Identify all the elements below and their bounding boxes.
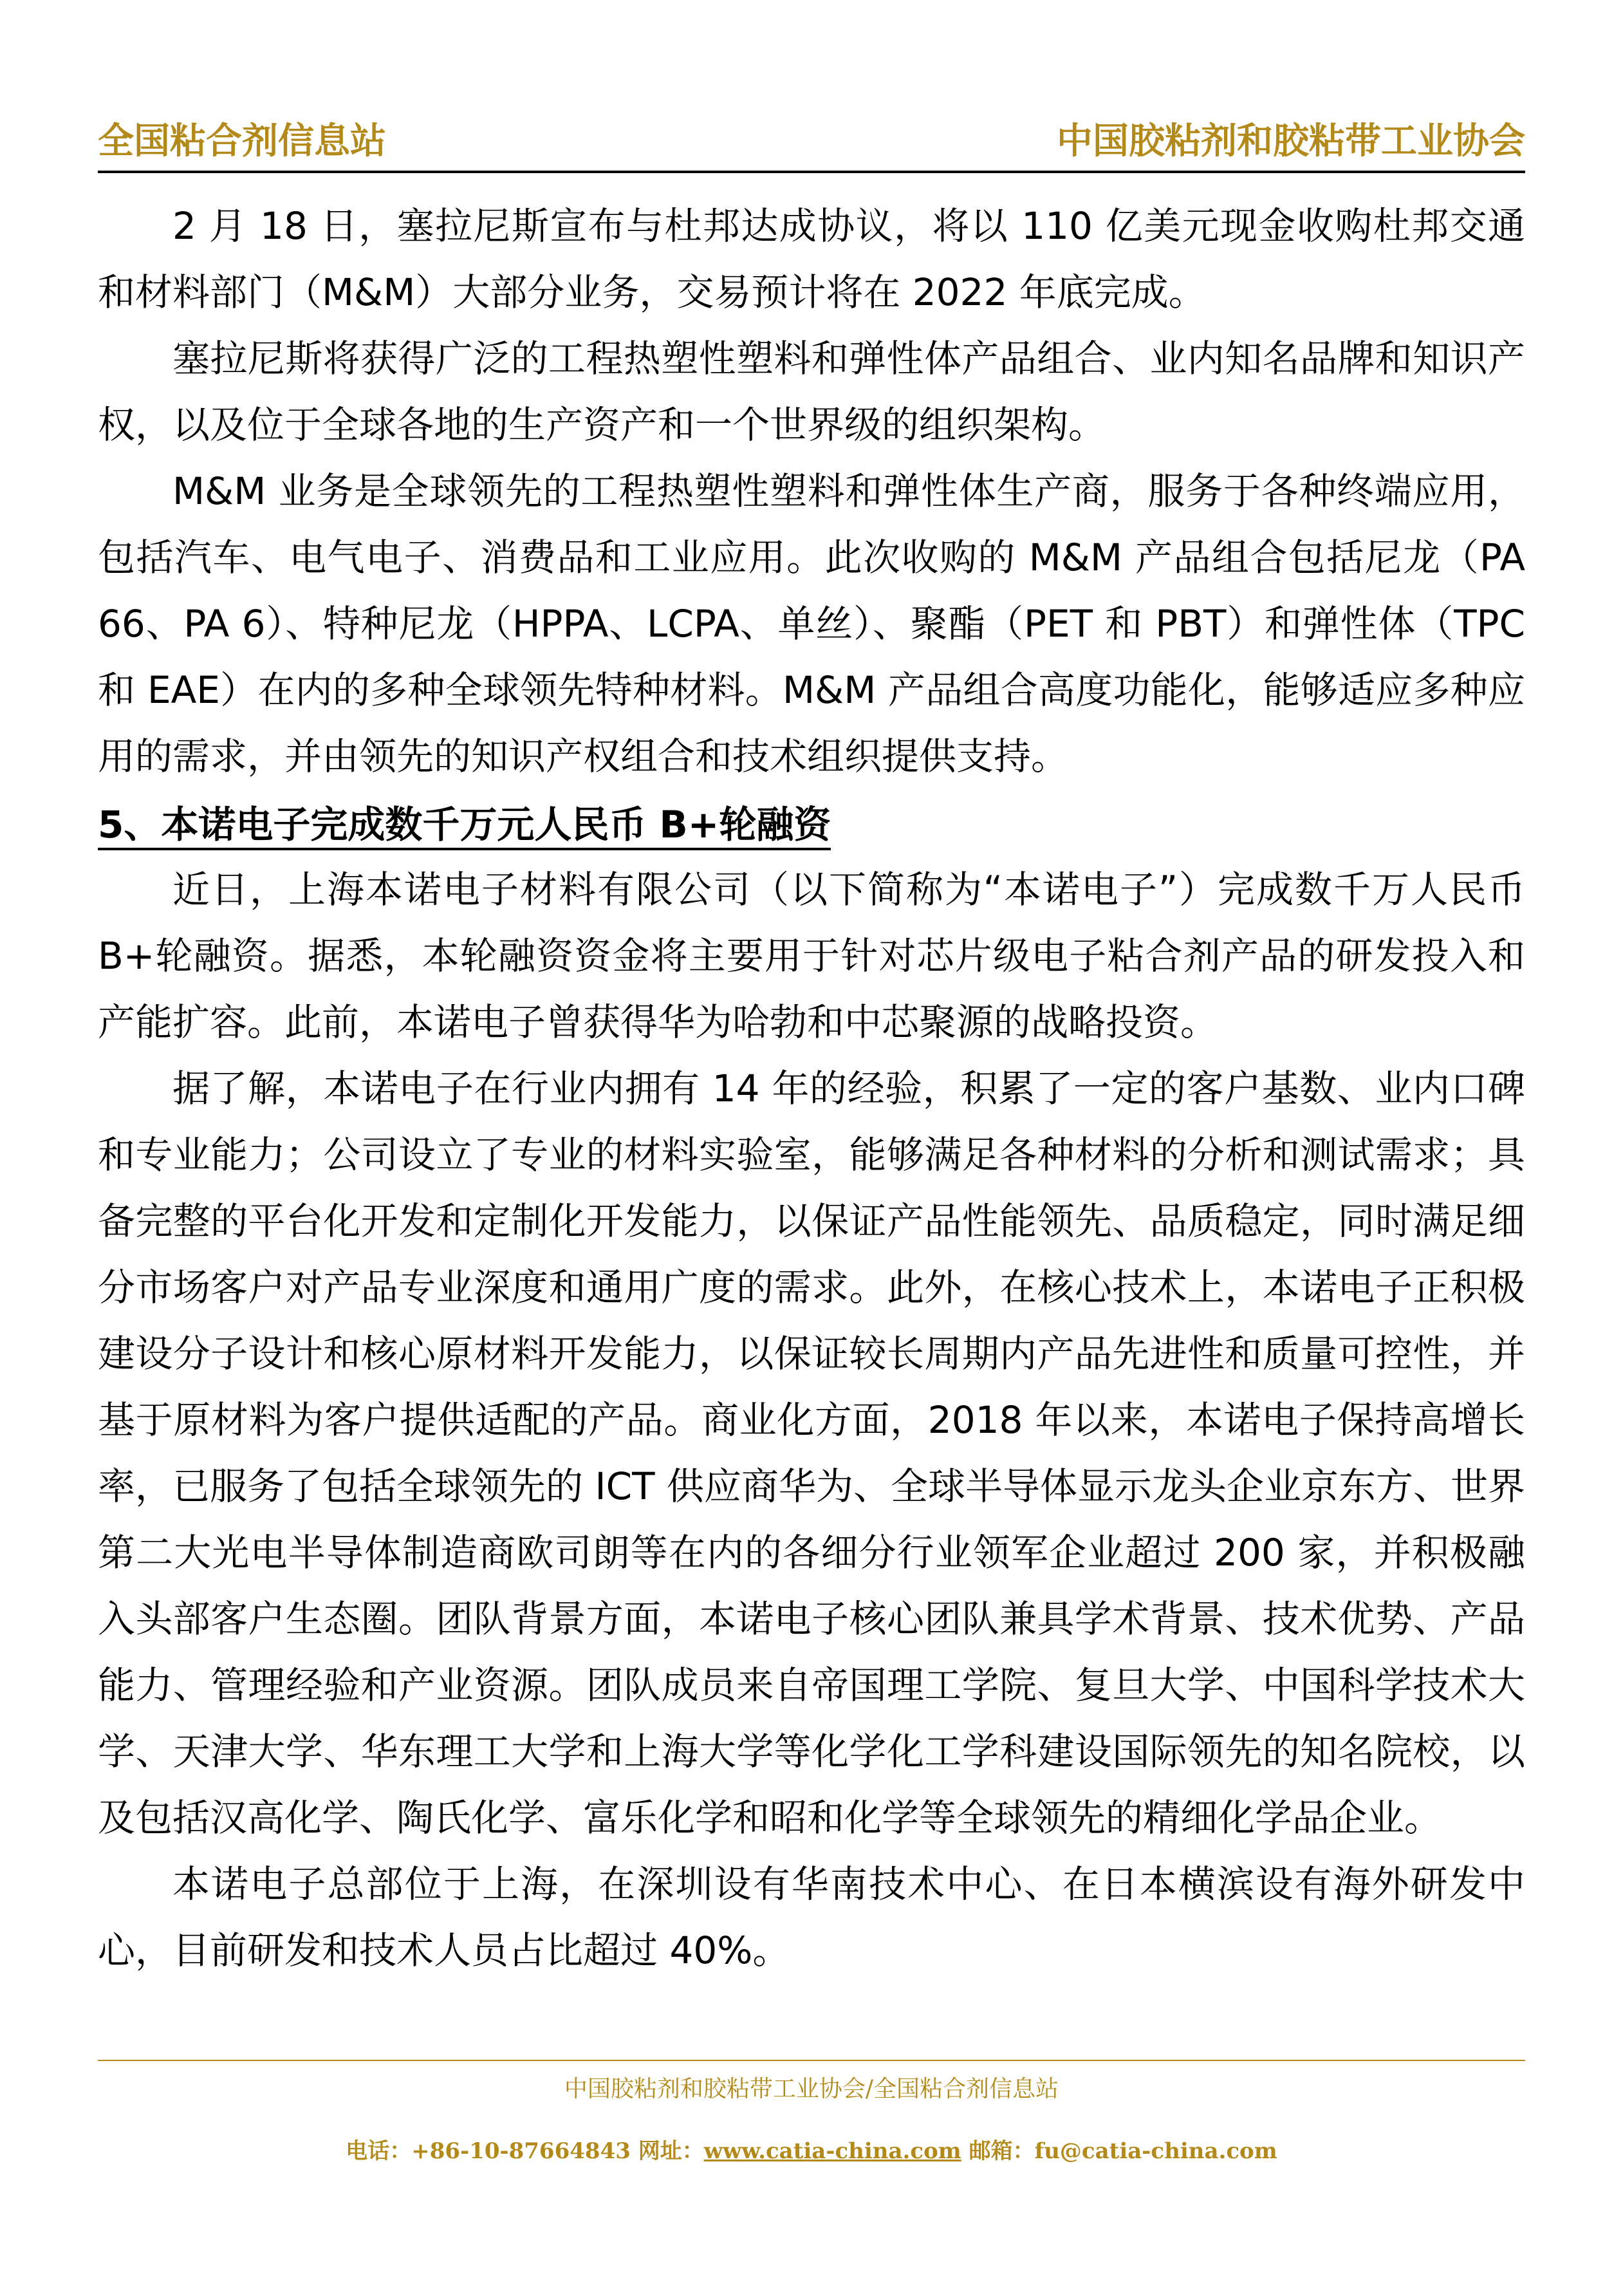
footer-contact	[98, 2133, 1525, 2169]
paragraph-celanese-assets: 塞拉尼斯将获得广泛的工程热塑性塑料和弹性体产品组合、业内知名品牌和知识产权，以及位于全球各地的生产资产和一个世界级的组织架构。	[98, 337, 1525, 447]
page-footer	[98, 2060, 1525, 2169]
email-label: 邮箱：	[969, 2138, 1035, 2164]
section-heading	[98, 792, 1525, 857]
paragraph-company-profile: 据了解，本诺电子在行业内拥有 14 年的经验，积累了一定的客户基数、业内口碑和专业能力；公司设立了专业的材料实验室，能够满足各种材料的分析和测试需求；具备完整的平台化开发和定制化开发能力，以保证产品性能领先、品质稳定，同时满足细分市场客户对产品专业深度和通用广度的需求。此外，在核心技术上，本诺电子正积极建设分子设计和核心原材料开发能力，以保证较长周期内产品先进性和质量可控性，并基于原材料为客户提供适配的产品。商业化方面，2018 年以来，本诺电子保持高增长率，已服务了包括全球领先的 ICT 供应商华为、全球半导体显示龙头企业京东方、世界第二大光电半导体制造商欧司朗等在内的各细分行业领军企业超过 200 家，并积极融入头部客户生态圈。团队背景方面，本诺电子核心团队兼具学术背景、技术优势、产品能力、管理经验和产业资源。团队成员来自帝国理工学院、复旦大学、中国科学技术大学、天津大学、华东理工大学和上海大学等化学化工学科建设国际领先的知名院校，以及包括汉高化学、陶氏化学、富乐化学和昭和化学等全球领先的精细化学品企业。	[98, 1067, 1525, 1840]
phone-number: +86-10-87664843	[411, 2138, 631, 2164]
website-link[interactable]: www.catia-china.com	[703, 2138, 961, 2164]
phone-label: 电话：	[346, 2138, 412, 2164]
header-association-name: 中国胶粘剂和胶粘带工业协会	[1057, 120, 1525, 162]
paragraph-headquarters: 本诺电子总部位于上海，在深圳设有华南技术中心、在日本横滨设有海外研发中心，目前研发和技术人员占比超过 40%。	[98, 1862, 1525, 1972]
article-body	[98, 193, 1525, 1984]
paragraph-mm-business: M&M 业务是全球领先的工程热塑性塑料和弹性体生产商，服务于各种终端应用，包括汽车、电气电子、消费品和工业应用。此次收购的 M&M 产品组合包括尼龙（PA 66、PA 6）、特种尼龙（HPPA、LCPA、单丝）、聚酯（PET 和 PBT）和弹性体（TPC 和 EAE）在内的多种全球领先特种材料。M&M 产品组合高度功能化，能够适应多种应用的需求，并由领先的知识产权组合和技术组织提供支持。	[98, 469, 1525, 778]
email-address: fu@catia-china.com	[1034, 2138, 1277, 2164]
website-label: 网址：	[638, 2138, 704, 2164]
footer-organization: 中国胶粘剂和胶粘带工业协会/全国粘合剂信息站	[564, 2076, 1059, 2102]
section-heading-text: 5、本诺电子完成数千万元人民币 B+轮融资	[98, 803, 831, 850]
paragraph-financing: 近日，上海本诺电子材料有限公司（以下简称为“本诺电子”）完成数千万人民币 B+轮融资。据悉，本轮融资资金将主要用于针对芯片级电子粘合剂产品的研发投入和产能扩容。此前，本诺电子曾获得华为哈勃和中芯聚源的战略投资。	[98, 868, 1525, 1044]
paragraph-celanese-deal: 2 月 18 日，塞拉尼斯宣布与杜邦达成协议，将以 110 亿美元现金收购杜邦交通和材料部门（M&M）大部分业务，交易预计将在 2022 年底完成。	[98, 204, 1525, 314]
header-site-name: 全国粘合剂信息站	[98, 120, 386, 162]
page-header	[98, 113, 1525, 173]
